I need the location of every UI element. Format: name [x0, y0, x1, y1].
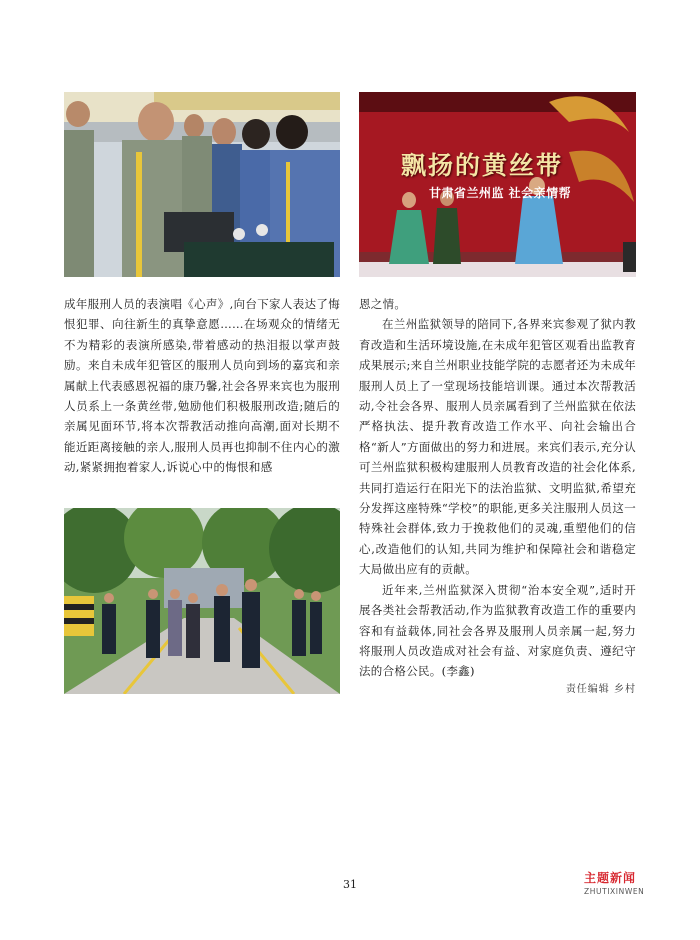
- section-name-pinyin: ZHUTIXINWEN: [584, 887, 645, 896]
- article-paragraph-tour: 在兰州监狱领导的陪同下,各界来宾参观了狱内教育改造和生活环境设施,在未成年犯管区观看出监教育成果展示;来自兰州职业技能学院的志愿者还为未成年服刑人员上了一堂现场技能培训课。通过本次帮教活动,令社会各界、服刑人员亲属看到了兰州监狱在依法严格执法、提升教育改造工作水平、向社会输出合格“新人”方面做出的努力和进展。来宾们表示,充分认可兰州监狱积极构建服刑人员教育改造的社会化体系,共同打造运行在阳光下的法治监狱、文明监狱,希望充分发挥这座特殊“学校”的职能,更多关注服刑人员这一特殊社会群体,致力于挽救他们的灵魂,重塑他们的信心,改造他们的认知,共同为维护和保障社会和谐稳定大局做出应有的贡献。: [359, 317, 636, 577]
- editor-credit: 责任编辑 乡村: [565, 684, 636, 695]
- visitors-tour-illustration: [64, 508, 340, 694]
- article-paragraph-conclusion: 近年来,兰州监狱深入贯彻“治本安全观”,适时开展各类社会帮教活动,作为监狱教育改造工作的重要内容和有益载体,同社会各界及服刑人员亲属一起,努力将服刑人员改造成对社会有益、对家庭负责、遵纪守法的合格公民。(李鑫): [359, 582, 636, 679]
- article-left-column: [64, 294, 340, 478]
- workshop-training-illustration: [64, 92, 340, 277]
- visitors-tour-photo: [64, 508, 340, 694]
- article-right-column: [359, 294, 636, 682]
- article-paragraph-continuation: 恩之情。: [359, 297, 407, 311]
- stage-banner-subtitle: 甘肃省兰州监 社会亲情帮: [429, 186, 572, 200]
- article-paragraph-left: 成年服刑人员的表演唱《心声》,向台下家人表达了悔恨犯罪、向往新生的真挚意愿……在场观众的情绪无不为精彩的表演所感染,带着感动的热泪报以掌声鼓励。来自未成年犯管区的服刑人员向到场的嘉宾和亲属献上代表感恩祝福的康乃馨,社会各界来宾也为服刑人员系上一条黄丝带,勉励他们积极服刑改造;随后的亲属见面环节,将本次帮教活动推向高潮,面对长期不能近距离接触的亲人,服刑人员再也抑制不住内心的激动,紧紧拥抱着家人,诉说心中的悔恨和感: [64, 297, 340, 475]
- section-name: 主题新闻: [584, 871, 637, 885]
- stage-performance-photo: [359, 92, 636, 277]
- stage-banner-title: 飘扬的黄丝带: [401, 151, 564, 180]
- page-number: 31: [343, 878, 357, 891]
- workshop-training-photo: [64, 92, 340, 277]
- section-badge: [584, 869, 648, 896]
